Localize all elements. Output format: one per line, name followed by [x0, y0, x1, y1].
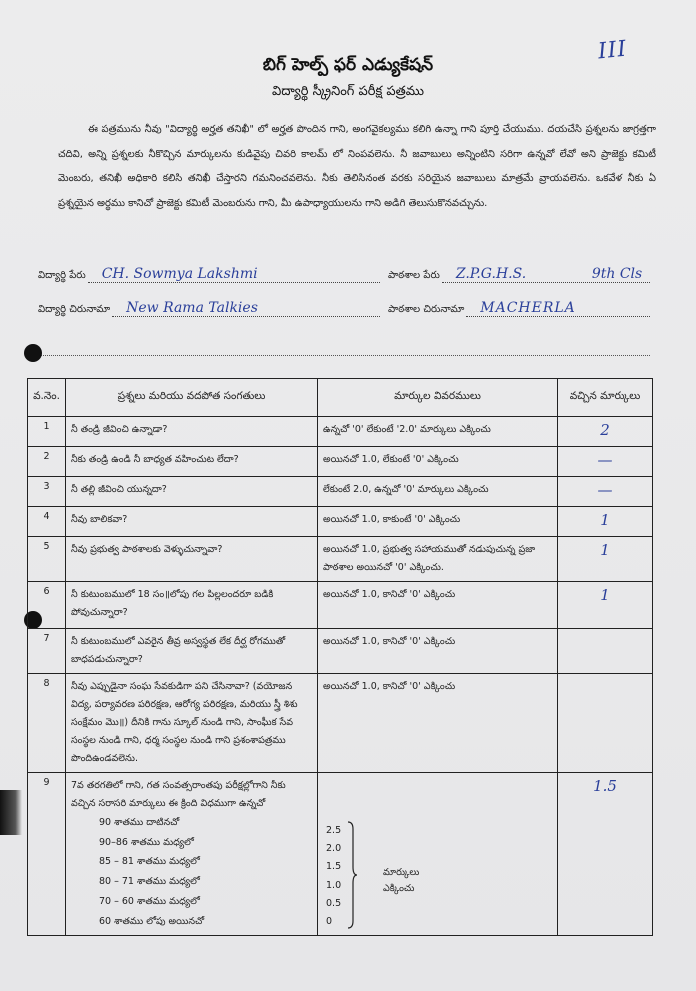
row-number: 8 [28, 674, 66, 773]
col-header-marks-detail: మార్కుల వివరములు [318, 379, 558, 417]
mark-value: 2.5 [326, 825, 342, 836]
student-name-value: CH. Sowmya Lakshmi [101, 266, 258, 282]
mark-value: 2.0 [326, 843, 342, 855]
row-score-cell[interactable] [558, 447, 653, 477]
school-address-label: పాఠశాల చిరునామా [388, 304, 465, 315]
student-name-label: విద్యార్థి పేరు [38, 270, 86, 281]
row-score-cell[interactable] [558, 773, 653, 936]
band-item: 60 శాతము లోపు అయినచో [99, 915, 205, 927]
table-row [28, 629, 653, 674]
student-address-field[interactable] [38, 302, 380, 317]
section-divider [38, 355, 650, 356]
row-question: నీవు ప్రభుత్వ పాఠశాలకు వెళ్ళుచున్నావా? [66, 537, 318, 582]
band-item: 80 – 71 శాతము మధ్యలో [99, 876, 200, 888]
table-row [28, 674, 653, 773]
row-score: 1 [600, 511, 610, 529]
band-item: 85 – 81 శాతము మధ్యలో [99, 856, 200, 868]
document-title: బిగ్ హెల్ప్ ఫర్ ఎడ్యుకేషన్ [262, 55, 434, 75]
row-number: 9 [28, 773, 66, 936]
band-item: 90 శాతము దాటినచో [99, 817, 180, 828]
table-row [28, 507, 653, 537]
col-header-question: ప్రశ్నలు మరియు వదపోత సంగతులు [66, 379, 318, 417]
student-name-field[interactable] [38, 268, 380, 283]
row-marks-scale-cell [318, 773, 558, 936]
row-question: నీ కుటుంబములో ఎవరైన తీవ్ర అస్వస్థత లేక దీర్ఘ రోగముతో బాధపడుచున్నారా? [66, 629, 318, 674]
row-marks-rule: అయినచో 1.0, కానిచో '0' ఎక్కించు [318, 582, 558, 629]
row-score: 1 [600, 541, 610, 559]
table-row [28, 582, 653, 629]
table-row [28, 417, 653, 447]
row-score-cell[interactable] [558, 507, 653, 537]
band-item: 90–86 శాతము మధ్యలో [99, 836, 194, 848]
student-address-label: విద్యార్థి చిరునామా [38, 304, 111, 315]
row-question: నీవు బాలికవా? [66, 507, 318, 537]
row-number: 7 [28, 629, 66, 674]
col-header-marks-obtained: వచ్చిన మార్కులు [558, 379, 653, 417]
table-row [28, 773, 653, 936]
row-score: — [597, 481, 613, 499]
percentage-bands [71, 813, 312, 931]
row-question: 7వ తరగతిలో గాని, గత సంవత్సరాంతపు పరీక్షల్లోగాని నీకు వచ్చిన సరాసరి మార్కులు ఈ క్రింది విధముగా ఉన్నచో [71, 780, 286, 809]
row-number: 2 [28, 447, 66, 477]
school-address-value: MACHERLA [480, 300, 576, 316]
curly-brace-icon [347, 821, 357, 929]
mark-value: 0 [326, 916, 333, 928]
screening-table [27, 378, 653, 936]
row-number: 5 [28, 537, 66, 582]
school-address-field[interactable] [388, 302, 650, 317]
table-row [28, 477, 653, 507]
col-header-sno: వ.నెం. [28, 379, 66, 417]
class-value: 9th Cls [591, 266, 643, 282]
row-score-cell[interactable] [558, 629, 653, 674]
row-score-cell[interactable] [558, 417, 653, 447]
row-question: నీవు ఎప్పుడైనా సంఘ సేవకుడిగా పని చేసినావా? (వయోజన విద్య, పర్యావరణ పరిరక్షణ, ఆరోగ్య పరిరక్షణ, మరియు స్త్రీ శిశు సంక్షేమం మొ॥) దీనికి గాను స్కూల్ నుండి గాని, సాంఘీక సేవ సంస్థల నుండి గాని, ధర్మ సంస్థల నుండి గాని ప్రశంశాపత్రము పొందిఉండవలెను. [66, 674, 318, 773]
table-row [28, 447, 653, 477]
instructions-paragraph: ఈ పత్రమును నీవు "విద్యార్థి అర్హత తనిఖీ" లో అర్హత పొందిన గాని, అంగవైకల్యము కలిగి ఉన్నా గాని పూర్తి చేయుము. దయచేసి ప్రశ్నలను జాగ్రత్తగా చదివి, అన్ని ప్రశ్నలకు నీకొచ్చిన మార్కులను కుడివైపు చివరి కాలమ్ లో నింపవలెను. నీ జవాబులు అన్నింటిని సరిగా ఉన్నవో లేవో అని ప్రాజెక్టు కమిటీ మెంబరు, తనిఖీ అధికారి కలిసి తనిఖీ చేస్తారని గమనించవలెను. నీకు తెలిసినంత వరకు సరియైన జవాబులు మాత్రమే వ్రాయవలెను. ఒకవేళ నీకు ఏ ప్రశ్నయైన అర్థము కానిచో ప్రాజెక్టు కమిటీ మెంబరును గాని, మీ ఉపాధ్యాయులను గాని అడిగి తెలుసుకొనవచ్చును. [58, 124, 656, 209]
mark-value: 0.5 [326, 897, 342, 909]
row-question: నీ తల్లి జీవించి యున్నదా? [66, 477, 318, 507]
row-score: — [597, 451, 613, 469]
row-marks-rule: లేకుంటే 2.0, ఉన్నచో '0' మార్కులు ఎక్కించు [318, 477, 558, 507]
band-item: 70 – 60 శాతము మధ్యలో [99, 895, 200, 907]
row-question: నీ తండ్రి జీవించి ఉన్నాడా? [66, 417, 318, 447]
document-subtitle: విద్యార్థి స్క్రీనింగ్ పరీక్ష పత్రము [272, 84, 424, 99]
row-score: 1.5 [593, 777, 617, 795]
row-marks-rule: అయినచో 1.0, ప్రభుత్వ సహాయముతో నడుపుచున్న ప్రజా పాఠశాల అయినచో '0' ఎక్కించు. [318, 537, 558, 582]
row-number: 3 [28, 477, 66, 507]
school-name-label: పాఠశాల పేరు [388, 270, 440, 281]
row-marks-rule: ఉన్నచో '0' లేకుంటే '2.0' మార్కులు ఎక్కించు [318, 417, 558, 447]
row-score-cell[interactable] [558, 477, 653, 507]
row-number: 4 [28, 507, 66, 537]
row-question: నీ కుటుంబములో 18 సం॥లోపు గల పిల్లలందరూ బడికి పోవుచున్నారా? [66, 582, 318, 629]
row-number: 1 [28, 417, 66, 447]
handwritten-page-mark: III [596, 36, 629, 65]
row-score-cell[interactable] [558, 537, 653, 582]
row-marks-rule: అయినచో 1.0, లేకుంటే '0' ఎక్కించు [318, 447, 558, 477]
table-header-row [28, 379, 653, 417]
table-row [28, 537, 653, 582]
scan-edge-shadow [0, 790, 22, 835]
row-score: 1 [600, 586, 610, 604]
row-marks-rule: అయినచో 1.0, కాకుంటే '0' ఎక్కించు [318, 507, 558, 537]
row-question-cell [66, 773, 318, 936]
marks-enter-label: మార్కులు ఎక్కించు [383, 867, 420, 894]
row-question: నీకు తండ్రి ఉండి నీ బాధ్యత వహించుట లేదా? [66, 447, 318, 477]
row-marks-rule: అయినచో 1.0, కానిచో '0' ఎక్కించు [318, 674, 558, 773]
row-number: 6 [28, 582, 66, 629]
student-address-value: New Rama Talkies [126, 300, 258, 316]
row-score-cell[interactable] [558, 582, 653, 629]
school-name-value: Z.P.G.H.S. [455, 266, 527, 282]
mark-value: 1.0 [326, 879, 342, 891]
mark-value: 1.5 [326, 861, 342, 873]
row-marks-rule: అయినచో 1.0, కానిచో '0' ఎక్కించు [318, 629, 558, 674]
row-score-cell[interactable] [558, 674, 653, 773]
school-name-field[interactable] [388, 268, 650, 283]
row-score: 2 [600, 421, 610, 439]
punch-hole-top [24, 344, 42, 362]
mark-values [326, 822, 341, 931]
